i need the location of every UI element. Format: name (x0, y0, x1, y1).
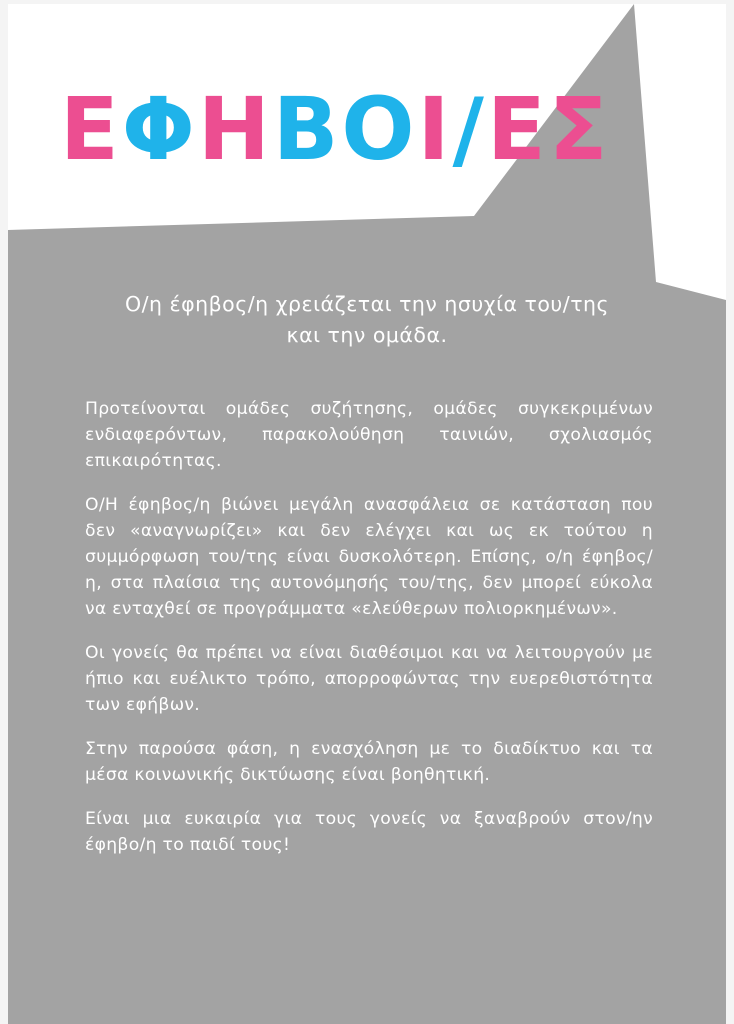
paragraph: Οι γονείς θα πρέπει να είναι διαθέσιμοι και να λειτουργούν με ήπιο και ευέλικτο τρόπο, απορροφώντας την ευερεθιστότητα των εφήβων. (85, 643, 653, 715)
logo-efhvoi-es (60, 82, 610, 178)
paragraph: Είναι μια ευκαιρία για τους γονείς να ξαναβρούν στον/ην έφηβο/η το παιδί τους! (85, 809, 653, 855)
logo-letter: Ε (486, 80, 549, 180)
logo-letter: Ε (60, 80, 122, 180)
logo-letter: Ι (417, 80, 453, 180)
logo-letter: Φ (121, 80, 198, 180)
logo-letter: Β (272, 80, 342, 180)
logo-letter: Η (197, 80, 273, 180)
poster-card (8, 4, 726, 1024)
logo-letter: Σ (548, 80, 611, 180)
paragraph: Ο/Η έφηβος/η βιώνει μεγάλη ανασφάλεια σε κατάσταση που δεν «αναγνωρίζει» και δεν ελέγχει και ως εκ τούτου η συμμόρφωση του/της είναι δυσκολότερη. Επίσης, ο/η έφηβος/η, στα πλαίσια της αυτονόμησής του/της, δεν μπορεί εύκολα να ενταχθεί σε προγράμματα «ελεύθερων πολιορκημένων». (85, 495, 653, 619)
paragraph: Προτείνονται ομάδες συζήτησης, ομάδες συγκεκριμένων ενδιαφερόντων, παρακολούθηση ταινιών, σχολιασμός επικαιρότητας. (85, 399, 653, 471)
headline: Ο/η έφηβος/η χρειάζεται την ησυχία του/της και την ομάδα. (124, 292, 610, 347)
logo-letter: Ο (341, 80, 418, 180)
logo-letter: / (452, 80, 487, 180)
body-text (85, 396, 653, 876)
paragraph: Στην παρούσα φάση, η ενασχόληση με το διαδίκτυο και τα μέσα κοινωνικής δικτύωσης είναι βοηθητική. (85, 739, 653, 785)
